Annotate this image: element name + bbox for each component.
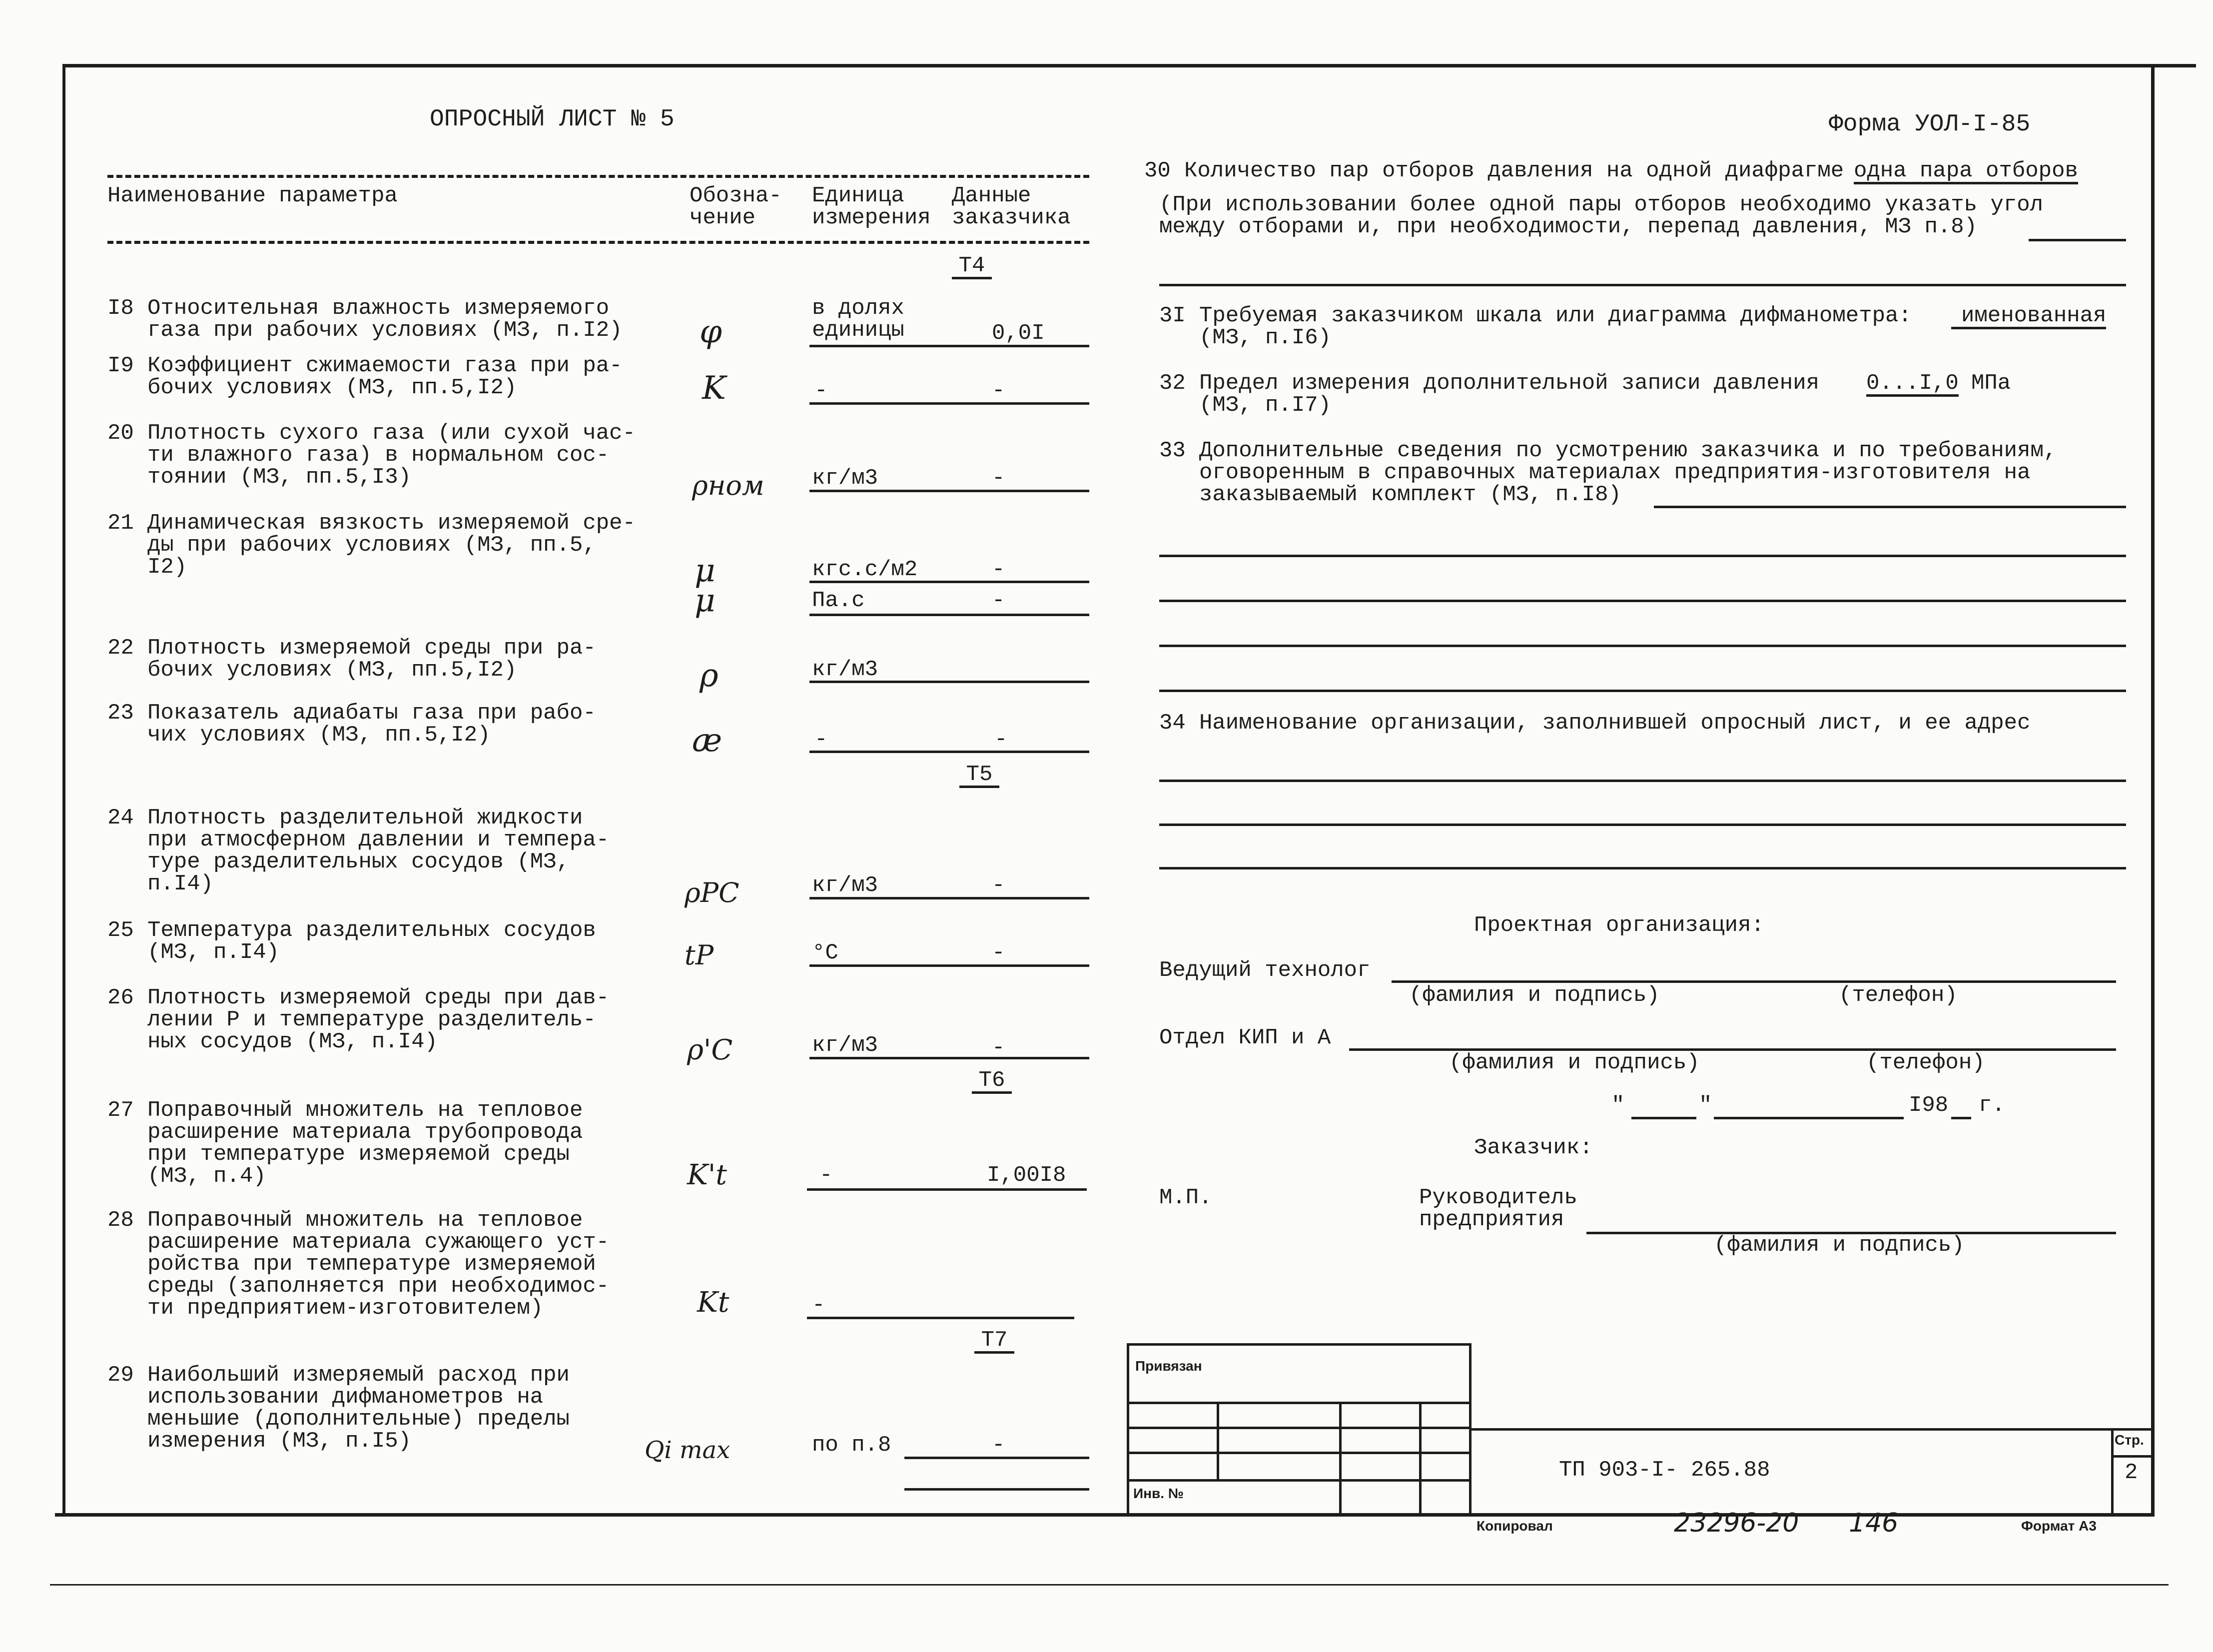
row-24-underline (809, 897, 1089, 899)
row-28-underline (807, 1317, 1074, 1319)
row-27-label-4: (МЗ, п.4) (147, 1164, 266, 1189)
row-23-label-1: Показатель адиабаты газа при рабо- (147, 701, 596, 726)
row-18-label-2: газа при рабочих условиях (МЗ, п.I2) (147, 318, 623, 343)
row-22-underline (809, 681, 1089, 683)
row-23-underline (809, 751, 1089, 753)
kip-fio: (фамилия и подпись) (1449, 1050, 1700, 1075)
row-27-label-2: расширение материала трубопровода (147, 1120, 583, 1145)
row-28-label-2: расширение материала сужающего уст- (147, 1230, 610, 1255)
q33-line3: заказываемый комплект (МЗ, п.I8) (1199, 482, 1621, 507)
row-19-label-2: бочих условиях (МЗ, пп.5,I2) (147, 375, 517, 400)
row-21-symbol-b: μ (695, 582, 716, 619)
date-year: I98 (1909, 1093, 1949, 1118)
lead-tech-label: Ведущий технолог (1159, 958, 1371, 983)
kip-phone: (телефон) (1866, 1050, 1985, 1075)
row-24-label-4: п.I4) (147, 871, 214, 896)
col-name-header: Наименование параметра (107, 183, 398, 208)
row-23-num: 23 (107, 701, 134, 726)
q30-fill-line-2 (1159, 284, 2126, 286)
date-quote-open: " (1611, 1093, 1625, 1118)
row-20-underline (809, 490, 1089, 492)
project-org-label: Проектная организация: (1474, 913, 1764, 938)
row-19-label-1: Коэффициент сжимаемости газа при ра- (147, 353, 623, 378)
row-21-num: 21 (107, 511, 134, 536)
q30-text: Количество пар отборов давления на одной диафрагме (1184, 158, 1844, 183)
stamp-privyazan: Привязан (1135, 1358, 1202, 1374)
row-19-num: I9 (107, 353, 134, 378)
row-26-underline (809, 1057, 1089, 1059)
lead-tech-phone: (телефон) (1839, 983, 1958, 1008)
q30-answer: одна пара отборов (1854, 158, 2078, 183)
frame-top (62, 64, 2196, 67)
footer-copied: Копировал (1476, 1518, 1553, 1534)
row-24-num: 24 (107, 806, 134, 830)
q31-answer: именованная (1951, 305, 2106, 329)
row-25-label-1: Температура разделительных сосудов (147, 918, 596, 943)
row-25-num: 25 (107, 918, 134, 943)
date-quote-close: " (1699, 1093, 1712, 1118)
row-26-num: 26 (107, 985, 134, 1010)
head-label-2: предприятия (1419, 1207, 1564, 1232)
row-27-symbol: K't (687, 1159, 727, 1191)
row-24-label-1: Плотность разделительной жидкости (147, 806, 583, 830)
row-21-underline (809, 581, 1089, 583)
q34-fill-line-2 (1159, 824, 2126, 826)
row-27-unit: - (819, 1163, 833, 1188)
section-t7: Т7 (974, 1329, 1014, 1354)
section-t4: Т4 (952, 255, 992, 279)
row-29-unit: по п.8 (812, 1433, 891, 1458)
row-29-value: - (992, 1433, 1005, 1458)
frame-bottom (55, 1513, 2154, 1517)
q34-num: 34 (1159, 711, 1186, 736)
footer-format: Формат А3 (2021, 1518, 2097, 1534)
row-20-label-2: ти влажного газа) в нормальном сос- (147, 443, 610, 468)
row-29-symbol: Qi max (645, 1436, 731, 1464)
col-data-header-2: заказчика (952, 205, 1071, 230)
row-27-num: 27 (107, 1098, 134, 1123)
stamp-col-3 (1419, 1402, 1422, 1513)
q30-line2: (При использовании более одной пары отборов необходимо указать угол (1159, 192, 2044, 217)
row-22-symbol: ρ (700, 657, 719, 694)
q33-fill-line-4 (1159, 690, 2126, 692)
stamp-code: ТП 903-I- 265.88 (1559, 1458, 1770, 1483)
row-27-label-3: при температуре измеряемой среды (147, 1142, 570, 1167)
stamp-page-divider (2111, 1428, 2114, 1513)
row-18-label-1: Относительная влажность измеряемого (147, 296, 610, 321)
row-25-value: - (992, 940, 1005, 965)
row-18-value: 0,0I (992, 321, 1045, 346)
q34-fill-line-3 (1159, 867, 2126, 869)
row-20-num: 20 (107, 421, 134, 446)
section-t5: Т5 (959, 764, 999, 788)
row-24-unit: кг/м3 (812, 873, 878, 898)
row-28-label-4: среды (заполняется при необходимос- (147, 1274, 610, 1299)
row-28-label-5: ти предприятием-изготовителем) (147, 1296, 544, 1321)
row-24-symbol: ρPC (685, 877, 739, 908)
row-23-value: - (994, 727, 1008, 752)
row-25-unit: °C (812, 940, 838, 965)
row-20-symbol: ρном (692, 470, 764, 501)
q34-fill-line-1 (1159, 780, 2126, 782)
row-28-label-1: Поправочный множитель на тепловое (147, 1208, 583, 1233)
row-26-value: - (992, 1035, 1005, 1060)
row-21-value: - (992, 557, 1005, 582)
row-19-underline (809, 402, 1089, 405)
row-26-unit: кг/м3 (812, 1033, 878, 1058)
stamp-page-num: 2 (2125, 1460, 2138, 1485)
row-26-label-2: лении Р и температуре разделитель- (147, 1007, 596, 1032)
col-data-header-1: Данные (952, 183, 1031, 208)
row-18-underline (809, 345, 1089, 347)
date-year-suffix: г. (1979, 1093, 2005, 1118)
row-20-value: - (992, 466, 1005, 491)
row-21-symbol: μ (695, 552, 716, 589)
row-21-label-1: Динамическая вязкость измеряемой сре- (147, 511, 636, 536)
row-26-label-3: ных сосудов (МЗ, п.I4) (147, 1029, 438, 1054)
row-29-underline (904, 1457, 1089, 1459)
row-23-unit: - (814, 727, 828, 752)
row-24-label-2: при атмосферном давлении и темпера- (147, 827, 610, 852)
doc-title: ОПРОСНЫЙ ЛИСТ № 5 (430, 106, 675, 133)
row-19-unit: - (814, 378, 828, 403)
header-dash-bottom (107, 241, 1089, 244)
row-29-underline-2 (904, 1488, 1089, 1491)
q31-num: 3I (1159, 303, 1186, 328)
q32-answer: 0...I,0 (1866, 371, 1959, 396)
row-20-label-1: Плотность сухого газа (или сухой час- (147, 421, 636, 446)
frame-left (62, 64, 65, 1516)
row-18-unit-1: в долях (812, 296, 904, 321)
mp-label: М.П. (1159, 1185, 1212, 1210)
q32-num: 32 (1159, 371, 1186, 396)
row-27-label-1: Поправочный множитель на тепловое (147, 1098, 583, 1123)
row-22-unit: кг/м3 (812, 657, 878, 682)
q33-fill-line-0 (1654, 506, 2126, 508)
footer-handwritten-2: 146 (1849, 1508, 1899, 1538)
row-29-label-4: измерения (МЗ, п.I5) (147, 1429, 412, 1454)
row-25-underline (809, 964, 1089, 967)
q33-fill-line-1 (1159, 555, 2126, 557)
frame-right (2151, 67, 2155, 1517)
date-day-line (1631, 1117, 1696, 1119)
footer-handwritten-1: 23296-20 (1674, 1508, 1799, 1538)
head-label-1: Руководитель (1419, 1185, 1577, 1210)
q31-line2: (МЗ, п.I6) (1199, 325, 1332, 350)
row-19-value: - (992, 378, 1005, 403)
q33-line1: Дополнительные сведения по усмотрению заказчика и по требованиям, (1199, 438, 2057, 463)
q31-text: Требуемая заказчиком шкала или диаграмма дифманометра: (1199, 303, 1912, 328)
row-29-num: 29 (107, 1363, 134, 1388)
row-18-unit-2: единицы (812, 318, 904, 343)
lead-tech-fio: (фамилия и подпись) (1409, 983, 1660, 1008)
row-24-label-3: туре разделительных сосудов (МЗ, (147, 849, 570, 874)
row-21-underline-b (809, 614, 1089, 616)
customer-label: Заказчик: (1474, 1135, 1593, 1160)
kip-label: Отдел КИП и А (1159, 1025, 1331, 1050)
row-26-label-1: Плотность измеряемой среды при дав- (147, 985, 610, 1010)
stamp-inv: Инв. № (1133, 1486, 1184, 1501)
q32-unit: МПа (1971, 371, 2011, 396)
row-20-unit: кг/м3 (812, 466, 878, 491)
col-symbol-header-2: чение (690, 205, 756, 230)
col-unit-header-2: измерения (812, 205, 931, 230)
q33-num: 33 (1159, 438, 1186, 463)
row-21-unit-b: Па.с (812, 588, 865, 613)
row-29-label-2: использовании дифманометров на (147, 1385, 544, 1410)
row-22-num: 22 (107, 636, 134, 661)
row-25-symbol: tP (685, 939, 714, 971)
row-21-unit: кгс.с/м2 (812, 557, 918, 582)
row-28-label-3: ройства при температуре измеряемой (147, 1252, 596, 1277)
row-18-symbol: φ (700, 313, 722, 350)
q33-line2: оговоренным в справочных материалах предприятия-изготовителя на (1199, 460, 2031, 485)
header-dash-top (107, 175, 1089, 178)
row-23-symbol: æ (692, 722, 723, 759)
row-22-label-2: бочих условиях (МЗ, пп.5,I2) (147, 658, 517, 683)
row-28-symbol: Kt (697, 1286, 730, 1319)
sheet-bottom-edge (50, 1584, 2169, 1586)
row-21-label-3: I2) (147, 555, 187, 580)
q32-line2: (МЗ, п.I7) (1199, 393, 1332, 418)
stamp-col-1 (1217, 1402, 1219, 1479)
row-22-label-1: Плотность измеряемой среды при ра- (147, 636, 596, 661)
col-unit-header-1: Единица (812, 183, 904, 208)
stamp-page-label: Стр. (2115, 1432, 2144, 1448)
row-28-unit: - (812, 1293, 825, 1318)
row-29-label-1: Наибольший измеряемый расход при (147, 1363, 570, 1388)
row-23-label-2: чих условиях (МЗ, пп.5,I2) (147, 723, 491, 748)
q33-fill-line-2 (1159, 600, 2126, 602)
row-21-label-2: ды при рабочих условиях (МЗ, пп.5, (147, 533, 596, 558)
q33-fill-line-3 (1159, 645, 2126, 647)
row-27-value: I,00I8 (987, 1163, 1066, 1188)
date-month-line (1714, 1117, 1904, 1119)
row-19-symbol: K (702, 370, 726, 407)
date-year-line (1951, 1117, 1971, 1119)
row-28-num: 28 (107, 1208, 134, 1233)
stamp-col-2 (1339, 1402, 1342, 1513)
q34-text: Наименование организации, заполнившей опросный лист, и ее адрес (1199, 711, 2031, 736)
stamp-page-row (2111, 1455, 2151, 1458)
col-symbol-header-1: Обозна- (690, 183, 782, 208)
q30-fill-line (2029, 239, 2126, 241)
row-18-num: I8 (107, 296, 134, 321)
row-27-underline (807, 1188, 1087, 1191)
q32-text: Предел измерения дополнительной записи давления (1199, 371, 1820, 396)
form-code: Форма УОЛ-I-85 (1829, 111, 2031, 138)
row-29-label-3: меньшие (дополнительные) пределы (147, 1407, 570, 1432)
head-fio: (фамилия и подпись) (1714, 1233, 1965, 1258)
row-20-label-3: тоянии (МЗ, пп.5,I3) (147, 465, 412, 490)
stamp-top (1127, 1343, 1472, 1346)
q30-num: 30 (1144, 158, 1171, 183)
stamp-main-top (1469, 1428, 2151, 1431)
section-t6: Т6 (972, 1069, 1012, 1094)
row-26-symbol: ρ'С (687, 1034, 733, 1066)
q30-line3: между отборами и, при необходимости, перепад давления, МЗ п.8) (1159, 214, 1978, 239)
row-24-value: - (992, 873, 1005, 898)
row-21-value-b: - (992, 588, 1005, 613)
row-25-label-2: (МЗ, п.I4) (147, 940, 280, 965)
